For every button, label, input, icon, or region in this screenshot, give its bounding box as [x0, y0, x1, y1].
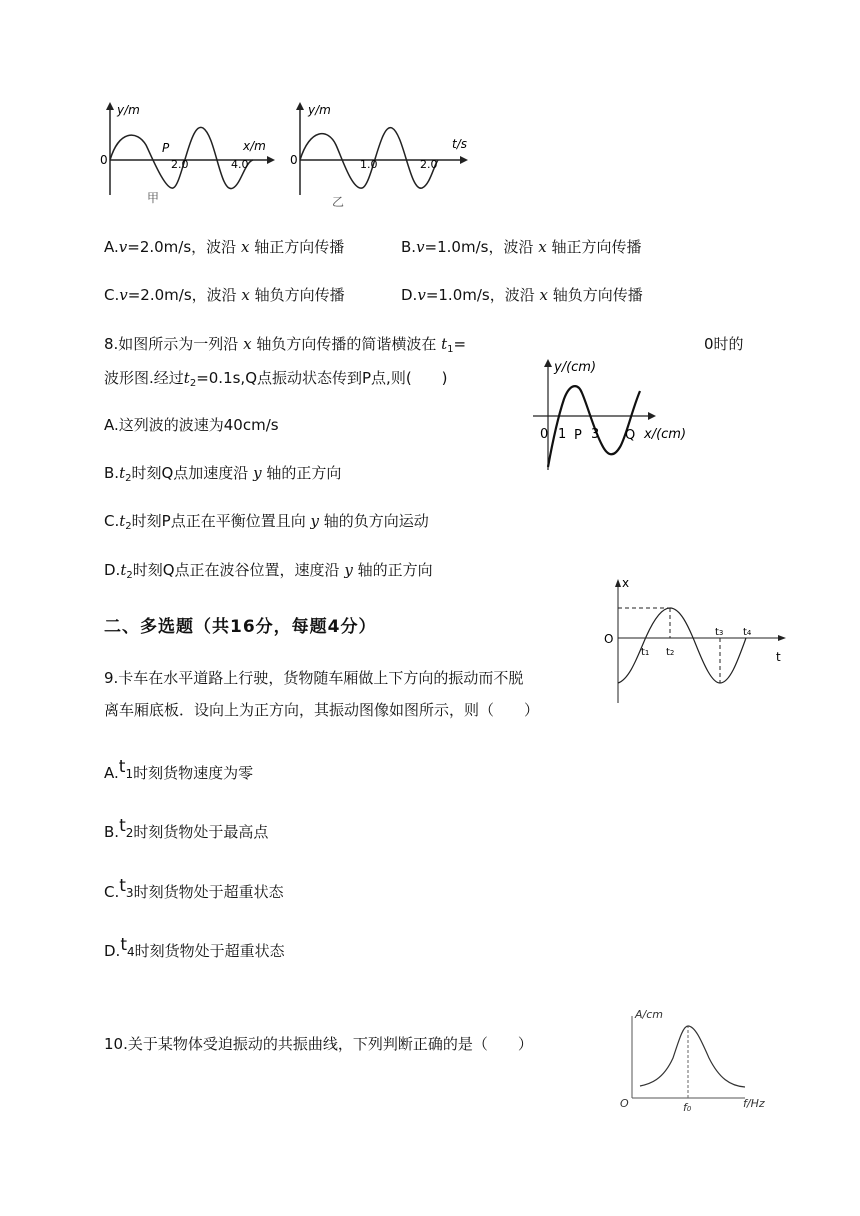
- wave-graph-jia: [95, 100, 275, 220]
- q9-t1-label: t1: [641, 647, 650, 658]
- q9-option-c: C.t3时刻货物处于超重状态: [104, 876, 284, 901]
- q8-option-c: $C.t_2$时刻P点正在平衡位置且向 y 轴的负方向运动: [104, 512, 429, 532]
- q10-stem: 10.关于某物体受迫振动的共振曲线，下列判断正确的是（ ）: [104, 1035, 533, 1053]
- yi-ylabel: y/m: [308, 103, 331, 117]
- q9-stem-line2: 离车厢底板．设向上为正方向，其振动图像如图所示，则（ ）: [104, 701, 540, 719]
- q9-t2-label: t2: [666, 647, 675, 658]
- yi-xlabel: t/s: [452, 137, 467, 151]
- q9-option-d: D.t4时刻货物处于超重状态: [104, 935, 285, 960]
- q8-option-b: $B.t_2$时刻Q点加速度沿 y 轴的正方向: [104, 464, 342, 484]
- jia-tick-2: 2.0: [171, 158, 189, 171]
- q9-xlabel: t: [776, 650, 781, 664]
- q7-option-d: D.v=1.0m/s，波沿 x 轴负方向传播: [401, 286, 643, 304]
- jia-tick-4: 4.0: [231, 158, 249, 171]
- q8-stem-line2: 波形图.经过$t_2=0.1s,Q$点振动状态传到P点,则( ): [104, 369, 448, 389]
- q8-stem-line1-end: 0时的: [704, 335, 744, 353]
- jia-caption: 甲: [147, 191, 160, 205]
- q9-t4-label: t4: [743, 627, 752, 638]
- q8-stem-line1: 8.如图所示为一列沿 x 轴负方向传播的简谐横波在 $t_1=$: [104, 335, 467, 355]
- q10-resonance-figure: [615, 1000, 775, 1120]
- q9-t3-label: t3: [715, 627, 724, 638]
- jia-point-p: P: [162, 141, 170, 155]
- q9-option-a: A.t1时刻货物速度为零: [104, 757, 254, 782]
- q10-ylabel: A/cm: [635, 1008, 663, 1021]
- q10-origin: O: [620, 1097, 629, 1110]
- q8-option-a: A.这列波的波速为40cm/s: [104, 416, 279, 434]
- q9-stem-line1: 9.卡车在水平道路上行驶，货物随车厢做上下方向的振动而不脱: [104, 669, 524, 687]
- q8-point-p: P: [574, 428, 582, 443]
- q7-option-c: C.v=2.0m/s，波沿 x 轴负方向传播: [104, 286, 345, 304]
- q8-tick-3: 3: [591, 427, 600, 442]
- q9-ylabel: x: [622, 576, 630, 590]
- q9-origin: O: [604, 632, 614, 646]
- q7-option-a: A.v=2.0m/s，波沿 x 轴正方向传播: [104, 238, 345, 256]
- jia-xlabel: x/m: [243, 139, 266, 153]
- yi-caption: 乙: [332, 195, 345, 209]
- jia-origin: 0: [100, 153, 108, 167]
- q10-f0-label: f0: [683, 1101, 692, 1114]
- yi-tick-2: 2.0: [420, 158, 438, 171]
- q9-vibration-figure: [600, 575, 800, 705]
- q9-option-b: B.t2时刻货物处于最高点: [104, 816, 269, 841]
- section-heading: 二、多选题（共16分，每题4分）: [104, 617, 377, 637]
- q10-xlabel: f/Hz: [743, 1097, 765, 1110]
- q8-wave-figure: [528, 355, 698, 475]
- vibration-graph-yi: [288, 100, 468, 220]
- q8-point-q: Q: [625, 428, 636, 443]
- q8-xlabel: x/(cm): [644, 427, 687, 442]
- jia-ylabel: y/m: [117, 103, 140, 117]
- yi-tick-1: 1.0: [360, 158, 378, 171]
- q8-tick-1: 1: [558, 427, 567, 442]
- q8-option-d: $D.t_2$时刻Q点正在波谷位置，速度沿 y 轴的正方向: [104, 561, 433, 581]
- yi-origin: 0: [290, 153, 298, 167]
- q7-option-b: B.v=1.0m/s，波沿 x 轴正方向传播: [401, 238, 642, 256]
- q8-origin: 0: [540, 427, 549, 442]
- q8-ylabel: y/(cm): [554, 360, 597, 375]
